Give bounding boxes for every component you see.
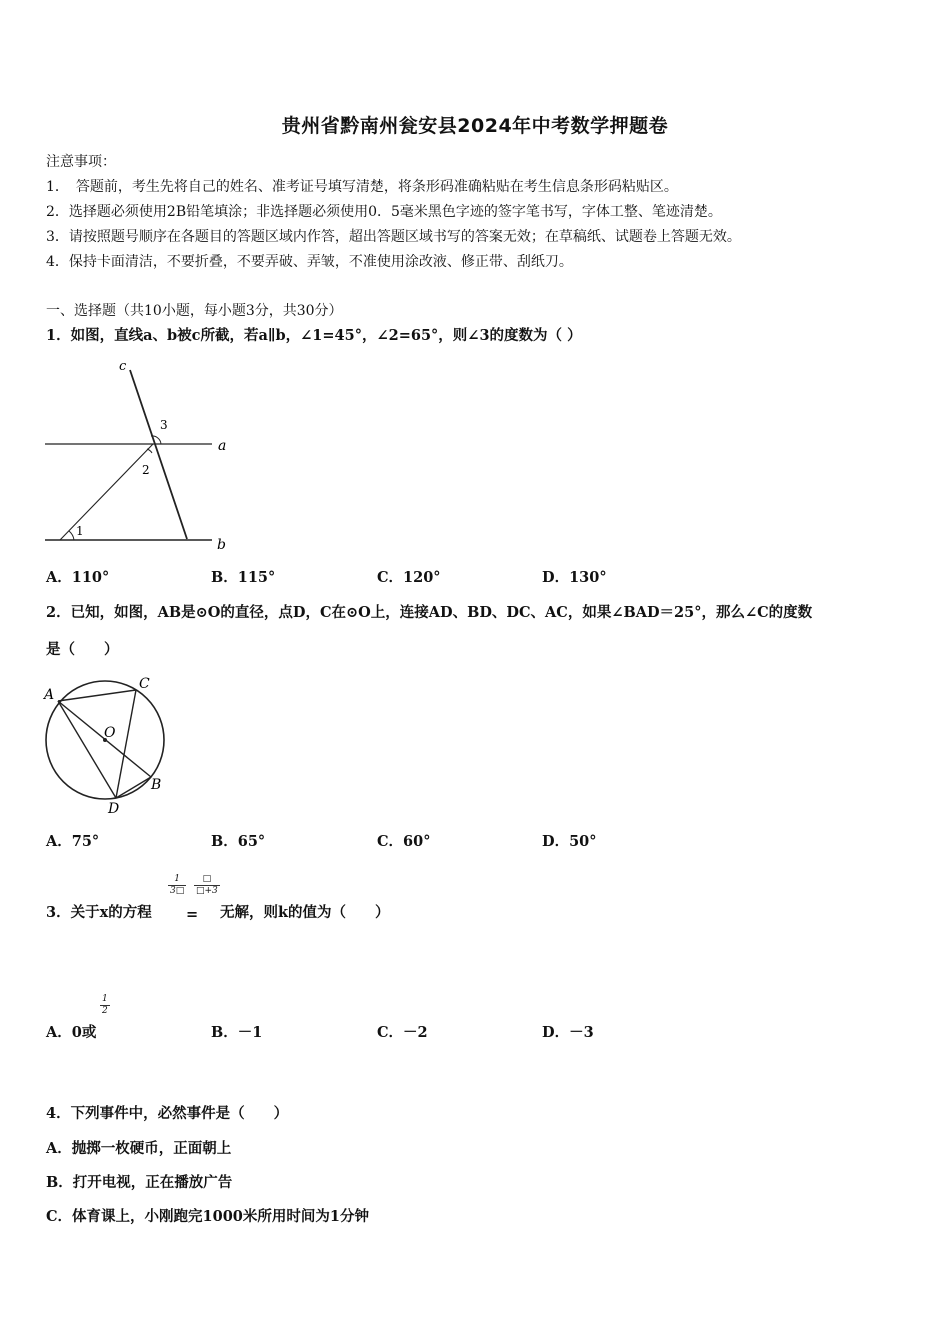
question-2-option-a: A．75° (46, 833, 100, 850)
label-A: A (44, 687, 55, 703)
question-2-text-line-1: 2．已知，如图，AB是⊙O的直径，点D，C在⊙O上，连接AD、BD、DC、AC，如果∠BAD＝25°，那么∠C的度数 (46, 604, 813, 621)
question-2-text-line-2: 是（ ） (46, 641, 119, 658)
chord-bd (116, 777, 151, 798)
fraction-1-denominator: 3□ (170, 886, 185, 896)
question-1-text: 1．如图，直线a、b被c所截，若a∥b，∠1=45°，∠2=65°，则∠3的度数为（ ） (46, 327, 582, 344)
section-heading: 一、选择题（共10小题，每小题3分，共30分） (46, 303, 343, 319)
label-a: a (218, 438, 227, 454)
notice-item-2: 2．选择题必须使用2B铅笔填涂；非选择题必须使用0．5毫米黑色字迹的签字笔书写，字体工整、笔迹清楚。 (46, 204, 722, 220)
question-3-prefix: 3．关于x的方程 (46, 904, 152, 921)
question-3-option-b: B．－1 (211, 1024, 263, 1041)
label-angle-3: 3 (160, 418, 168, 432)
chord-ad (58, 701, 116, 798)
label-C: C (139, 676, 150, 692)
question-2-option-b: B．65° (211, 833, 266, 850)
notice-item-4: 4．保持卡面清洁，不要折叠，不要弄破、弄皱，不准使用涂改液、修正带、刮纸刀。 (46, 254, 573, 270)
question-4-option-a: A．抛掷一枚硬币，正面朝上 (46, 1140, 232, 1157)
question-2-option-d: D．50° (542, 833, 597, 850)
question-4-text: 4．下列事件中，必然事件是（ ） (46, 1105, 289, 1122)
fraction-2-numerator: □ (194, 874, 220, 886)
label-c: c (119, 359, 127, 374)
label-angle-2: 2 (142, 463, 150, 477)
label-O: O (104, 725, 116, 741)
label-D: D (108, 801, 120, 817)
angle-1-arc (69, 531, 74, 540)
angle-2-arc (147, 449, 152, 453)
label-angle-1: 1 (76, 524, 84, 538)
notice-heading: 注意事项： (46, 154, 116, 170)
question-1-figure (40, 355, 250, 560)
fraction-1-numerator: 1 (168, 874, 186, 886)
question-3-option-a-fraction (100, 994, 110, 1017)
question-1-option-b: B．115° (211, 569, 276, 586)
page-title: 贵州省黔南州瓮安县2024年中考数学押题卷 (281, 115, 669, 137)
question-4-option-b: B．打开电视，正在播放广告 (46, 1174, 233, 1191)
question-3-equals: = (186, 906, 199, 923)
option-a-fraction-numerator: 1 (102, 994, 108, 1004)
question-3-option-a: A．0或 (46, 1024, 97, 1041)
label-B: B (151, 777, 162, 793)
question-3-option-c: C．－2 (377, 1024, 428, 1041)
line-c (130, 370, 187, 539)
question-4-option-c: C．体育课上，小刚跑完1000米所用时间为1分钟 (46, 1208, 369, 1225)
chord-ac (58, 690, 136, 701)
transversal-segment (60, 444, 153, 540)
question-1-option-c: C．120° (377, 569, 441, 586)
fraction-2-denominator: □+3 (196, 886, 218, 896)
notice-item-1: 1． 答题前，考生先将自己的姓名、准考证号填写清楚，将条形码准确粘贴在考生信息条形码粘贴区。 (46, 179, 678, 195)
question-1-option-d: D．130° (542, 569, 607, 586)
question-3-fraction-1 (168, 874, 186, 897)
question-3-option-d: D．－3 (542, 1024, 594, 1041)
question-3-suffix: 无解，则k的值为（ ） (220, 904, 390, 921)
question-3-fraction-2 (194, 874, 220, 897)
question-1-option-a: A．110° (46, 569, 110, 586)
label-b: b (217, 537, 226, 553)
question-2-option-c: C．60° (377, 833, 431, 850)
question-2-figure (40, 670, 180, 820)
chord-dc (116, 690, 136, 798)
option-a-fraction-denominator: 2 (102, 1006, 108, 1016)
notice-item-3: 3．请按照题号顺序在各题目的答题区域内作答，超出答题区域书写的答案无效；在草稿纸、试题卷上答题无效。 (46, 229, 741, 245)
